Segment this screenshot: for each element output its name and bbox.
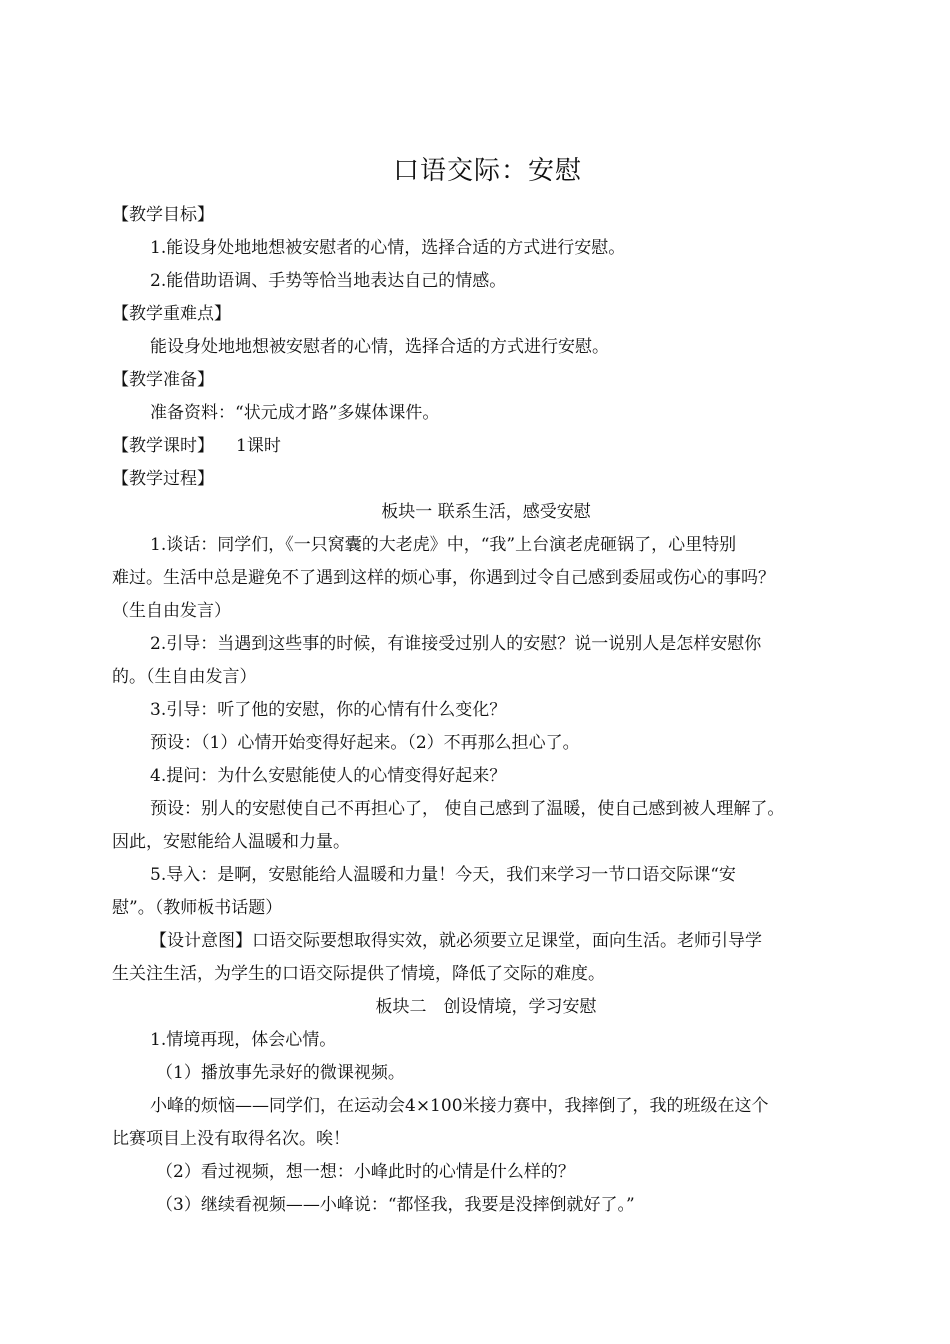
block1-design-intent-line-2: 生关注生活，为学生的口语交际提供了情境，降低了交际的难度。 — [112, 964, 605, 984]
block1-paragraph-4-preset-line-2: 因此，安慰能给人温暖和力量。 — [112, 832, 350, 852]
block1-paragraph-1-line-3: （生自由发言） — [112, 601, 231, 621]
section-header-hours: 【教学课时】 — [112, 436, 214, 456]
block1-paragraph-2-line-1: 2.引导：当遇到这些事的时候，有谁接受过别人的安慰？说一说别人是怎样安慰你 — [150, 634, 762, 654]
block1-heading: 板块一 联系生活，感受安慰 — [381, 502, 591, 522]
section-header-process: 【教学过程】 — [112, 469, 214, 489]
block2-story-line-1: 小峰的烦恼——同学们，在运动会4×100米接力赛中，我摔倒了，我的班级在这个 — [150, 1096, 769, 1116]
block2-step-3: （3）继续看视频——小峰说：“都怪我，我要是没摔倒就好了。” — [156, 1195, 635, 1215]
block2-paragraph-1: 1.情境再现，体会心情。 — [150, 1030, 337, 1050]
block1-design-intent-line-1: 【设计意图】口语交际要想取得实效，就必须要立足课堂，面向生活。老师引导学 — [150, 931, 762, 951]
block1-paragraph-1-line-2: 难过。生活中总是避免不了遇到这样的烦心事，你遇到过令自己感到委屈或伤心的事吗？ — [112, 568, 775, 588]
block1-paragraph-2-line-2: 的。（生自由发言） — [112, 667, 257, 687]
block2-step-1: （1）播放事先录好的微课视频。 — [156, 1063, 405, 1083]
goal-item-2: 2.能借助语调、手势等恰当地表达自己的情感。 — [150, 271, 507, 291]
block1-paragraph-1-line-1: 1.谈话：同学们，《一只窝囊的大老虎》中，“我”上台演老虎砸锅了，心里特别 — [150, 535, 737, 555]
block1-paragraph-5-line-2: 慰”。（教师板书话题） — [112, 898, 283, 918]
section-hours-row — [112, 430, 860, 463]
block2-story-line-2: 比赛项目上没有取得名次。唉！ — [112, 1129, 350, 1149]
block2-step-2: （2）看过视频，想一想：小峰此时的心情是什么样的？ — [156, 1162, 575, 1182]
key-points-text: 能设身处地地想被安慰者的心情，选择合适的方式进行安慰。 — [150, 337, 609, 357]
hours-value: 1课时 — [236, 436, 281, 456]
preparation-text: 准备资料：“状元成才路”多媒体课件。 — [150, 403, 440, 423]
block1-paragraph-4: 4.提问：为什么安慰能使人的心情变得好起来？ — [150, 766, 507, 786]
block1-paragraph-5-line-1: 5.导入：是啊，安慰能给人温暖和力量！今天，我们来学习一节口语交际课“安 — [150, 865, 736, 885]
section-header-key-points: 【教学重难点】 — [112, 304, 231, 324]
block1-paragraph-4-preset-line-1: 预设：别人的安慰使自己不再担心了， 使自己感到了温暖，使自己感到被人理解了。 — [150, 799, 785, 819]
page-title: 口语交际：安慰 — [392, 156, 582, 186]
goal-item-1: 1.能设身处地地想被安慰者的心情，选择合适的方式进行安慰。 — [150, 238, 626, 258]
document-body — [112, 199, 860, 1222]
block1-paragraph-3-preset: 预设：（1）心情开始变得好起来。（2）不再那么担心了。 — [150, 733, 580, 753]
section-header-preparation: 【教学准备】 — [112, 370, 214, 390]
section-header-goals: 【教学目标】 — [112, 205, 214, 225]
block1-paragraph-3: 3.引导：听了他的安慰，你的心情有什么变化？ — [150, 700, 507, 720]
block2-heading: 板块二 创设情境，学习安慰 — [375, 997, 597, 1017]
